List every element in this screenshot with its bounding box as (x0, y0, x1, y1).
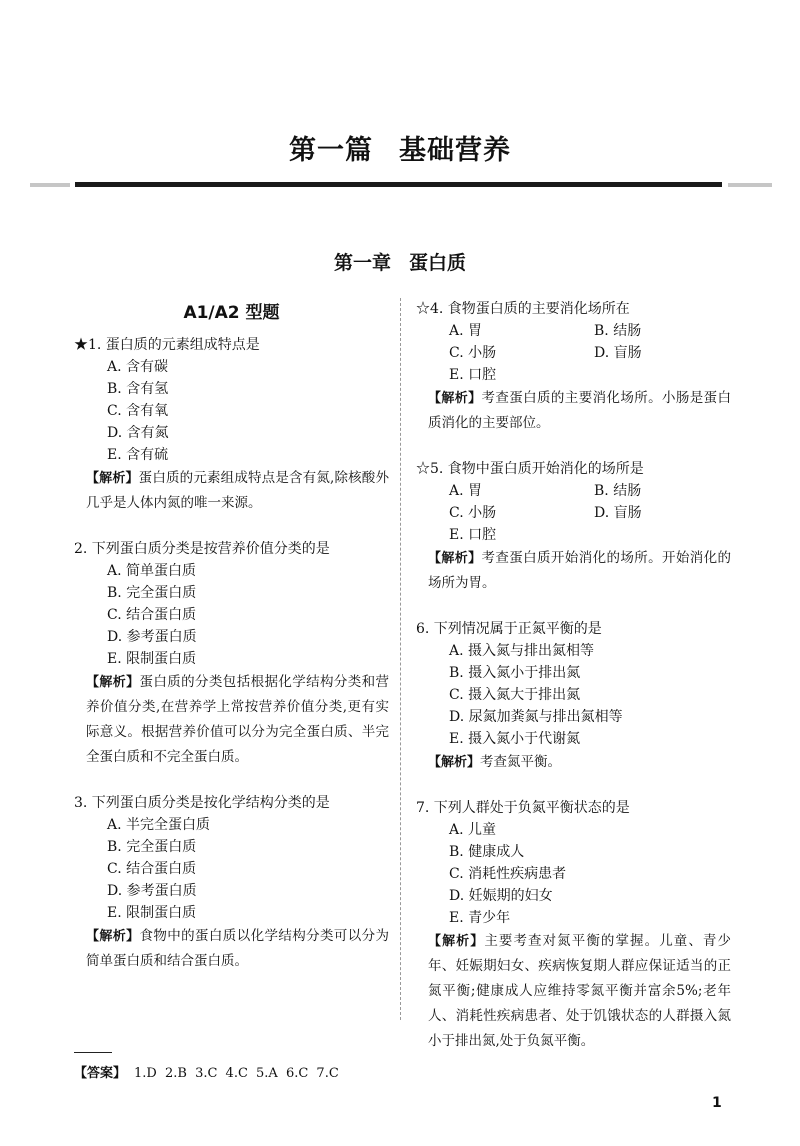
analysis-tag: 【解析】 (428, 934, 485, 949)
option: C. 含有氧 (107, 403, 169, 419)
analysis-text: 考查氮平衡。 (480, 754, 562, 770)
option-list (449, 480, 731, 546)
option: D. 盲肠 (594, 505, 642, 521)
option: C. 结合蛋白质 (107, 861, 197, 877)
question-7 (416, 797, 731, 1054)
option: E. 含有硫 (107, 447, 169, 463)
option: A. 胃 (449, 323, 483, 339)
option: A. 含有碳 (107, 359, 169, 375)
question-stem: 6. 下列情况属于正氮平衡的是 (416, 621, 602, 637)
option: B. 摄入氮小于排出氮 (449, 665, 581, 681)
option: A. 半完全蛋白质 (107, 817, 211, 833)
analysis-text: 蛋白质的分类包括根据化学结构分类和营养价值分类,在营养学上常按营养价值分类,更有实际意义。根据营养价值可以分为完全蛋白质、半完全蛋白质和不完全蛋白质。 (86, 674, 389, 765)
option-list (449, 320, 731, 386)
option: C. 摄入氮大于排出氮 (449, 687, 581, 703)
analysis (428, 546, 731, 596)
analysis-tag: 【解析】 (428, 391, 482, 406)
option: B. 含有氢 (107, 381, 169, 397)
analysis-tag: 【解析】 (86, 675, 140, 690)
question-5 (416, 458, 731, 596)
option: B. 完全蛋白质 (107, 839, 197, 855)
analysis-text: 蛋白质的元素组成特点是含有氮,除核酸外几乎是人体内氮的唯一来源。 (86, 470, 389, 511)
answer-key-label: 【答案】 (74, 1066, 127, 1081)
analysis-tag: 【解析】 (86, 929, 140, 944)
question-1 (74, 334, 389, 516)
analysis-text: 考查蛋白质开始消化的场所。开始消化的场所为胃。 (428, 550, 731, 591)
option: A. 胃 (449, 483, 483, 499)
part-title (0, 128, 800, 167)
analysis-text: 食物中的蛋白质以化学结构分类可以分为简单蛋白质和结合蛋白质。 (86, 928, 389, 969)
question-stem: ★1. 蛋白质的元素组成特点是 (74, 337, 260, 353)
option-list (449, 819, 731, 929)
question-stem: 2. 下列蛋白质分类是按营养价值分类的是 (74, 541, 330, 557)
analysis (86, 924, 389, 974)
option: A. 简单蛋白质 (107, 563, 197, 579)
option-list (107, 560, 389, 670)
question-stem: 7. 下列人群处于负氮平衡状态的是 (416, 800, 630, 816)
question-3 (74, 792, 389, 974)
option: B. 结肠 (594, 323, 642, 339)
option: E. 限制蛋白质 (107, 905, 197, 921)
answer-rule (74, 1052, 112, 1053)
option: A. 儿童 (449, 822, 497, 838)
analysis (86, 670, 389, 770)
option: D. 妊娠期的妇女 (449, 888, 553, 904)
question-2 (74, 538, 389, 770)
analysis (428, 750, 731, 775)
question-stem: 3. 下列蛋白质分类是按化学结构分类的是 (74, 795, 330, 811)
chapter-title-name: 蛋白质 (409, 252, 467, 274)
question-stem: ☆5. 食物中蛋白质开始消化的场所是 (416, 461, 644, 477)
answer-key (74, 1064, 339, 1084)
option: E. 口腔 (449, 527, 497, 543)
analysis-tag: 【解析】 (86, 471, 139, 486)
option: B. 完全蛋白质 (107, 585, 197, 601)
analysis (86, 466, 389, 516)
option: D. 参考蛋白质 (107, 629, 197, 645)
option-list (107, 814, 389, 924)
option: D. 参考蛋白质 (107, 883, 197, 899)
decorative-rule-right (728, 183, 772, 187)
option: D. 含有氮 (107, 425, 169, 441)
option: E. 口腔 (449, 367, 497, 383)
title-rule (75, 182, 722, 187)
option: D. 盲肠 (594, 345, 642, 361)
section-title: A1/A2 型题 (183, 303, 280, 323)
analysis-text: 主要考查对氮平衡的掌握。儿童、青少年、妊娠期妇女、疾病恢复期人群应保证适当的正氮平衡;健康成人应维持零氮平衡并富余5%;老年人、消耗性疾病患者、处于饥饿状态的人群摄入氮小于排出氮,处于负氮平衡。 (428, 933, 731, 1049)
option: D. 尿氮加粪氮与排出氮相等 (449, 709, 623, 725)
option-list (107, 356, 389, 466)
analysis (428, 929, 731, 1054)
option-list (449, 640, 731, 750)
question-6 (416, 618, 731, 775)
answer-key-items: 1.D 2.B 3.C 4.C 5.A 6.C 7.C (134, 1066, 339, 1081)
part-title-name: 基础营养 (399, 135, 511, 166)
option: B. 结肠 (594, 483, 642, 499)
option: C. 消耗性疾病患者 (449, 866, 567, 882)
decorative-rule-left (30, 183, 70, 187)
option: C. 结合蛋白质 (107, 607, 197, 623)
page-number: 1 (712, 1095, 722, 1111)
left-column (74, 298, 389, 996)
analysis-tag: 【解析】 (428, 755, 481, 770)
option: E. 摄入氮小于代谢氮 (449, 731, 581, 747)
column-divider (400, 298, 401, 1020)
option: E. 限制蛋白质 (107, 651, 197, 667)
option: C. 小肠 (449, 505, 497, 521)
option: E. 青少年 (449, 910, 511, 926)
option: A. 摄入氮与排出氮相等 (449, 643, 595, 659)
analysis-text: 考查蛋白质的主要消化场所。小肠是蛋白质消化的主要部位。 (428, 390, 731, 431)
question-4 (416, 298, 731, 436)
right-column (416, 298, 731, 1076)
chapter-title-number: 第一章 (333, 252, 391, 274)
option: C. 小肠 (449, 345, 497, 361)
option: B. 健康成人 (449, 844, 525, 860)
chapter-title (0, 248, 800, 275)
part-title-number: 第一篇 (289, 135, 373, 166)
analysis-tag: 【解析】 (428, 551, 482, 566)
question-stem: ☆4. 食物蛋白质的主要消化场所在 (416, 301, 630, 317)
analysis (428, 386, 731, 436)
